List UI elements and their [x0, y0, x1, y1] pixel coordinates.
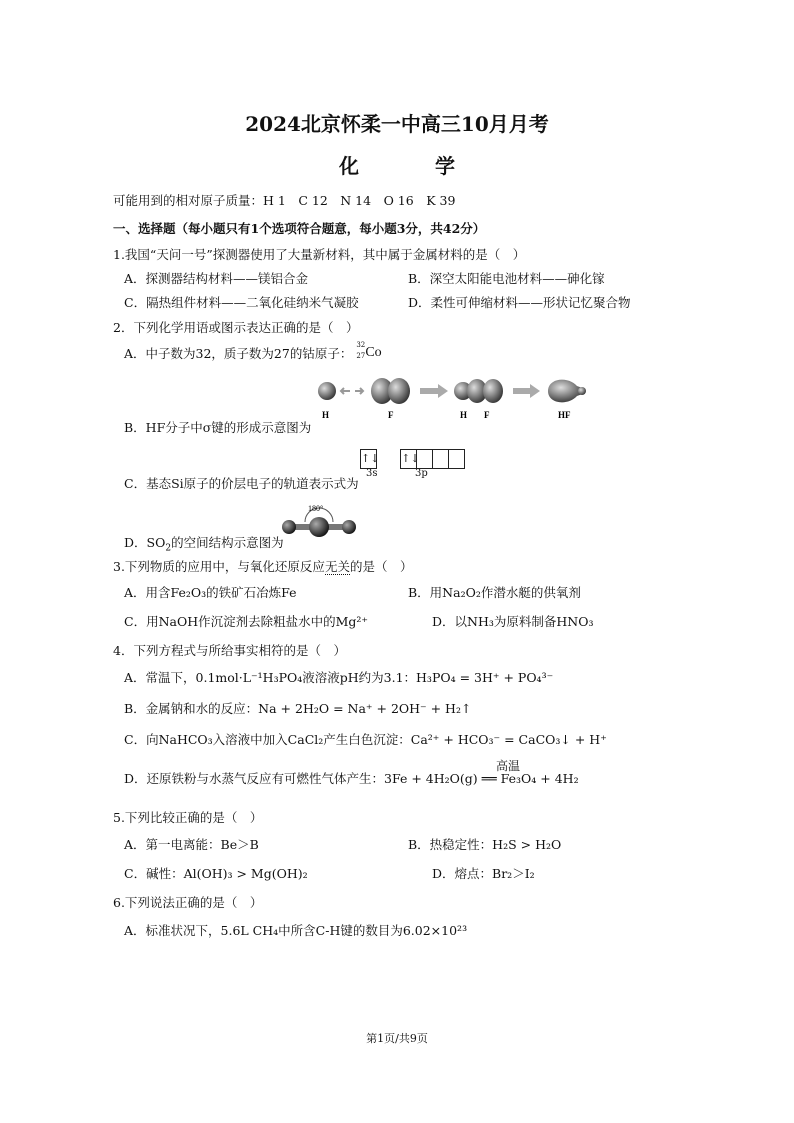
q1-stem: 1.我国“天问一号”探测器使用了大量新材料，其中属于金属材料的是（ ）	[113, 247, 526, 262]
q1-option-b: B．深空太阳能电池材料——砷化镓	[408, 271, 605, 286]
orbital-3s-label: 3s	[366, 468, 378, 479]
so2-structure-figure	[277, 500, 361, 542]
q4-option-c: C．向NaHCO₃入溶液中加入CaCl₂产生白色沉淀：Ca²⁺ + HCO₃⁻ = CaCO₃↓ + H⁺	[124, 732, 607, 747]
q2-stem: 2．下列化学用语或图示表达正确的是（ ）	[113, 320, 359, 335]
orbital-3p-box-4	[448, 449, 465, 469]
orbital-3p-label: 3p	[415, 468, 428, 479]
q5-option-d: D．熔点：Br₂＞I₂	[432, 866, 535, 881]
q3-option-d: D．以NH₃为原料制备HNO₃	[432, 614, 594, 629]
si-orbital-diagram	[360, 448, 464, 469]
sulfur-atom	[309, 517, 329, 537]
q4-option-d: D．还原铁粉与水蒸气反应有可燃性气体产生：3Fe + 4H₂O(g) ══ Fe₃O₄ + 4H₂	[124, 771, 579, 786]
f-p-orbital-lobe-2	[388, 378, 410, 404]
q2-option-b: B．HF分子中σ键的形成示意图为	[124, 420, 312, 435]
q2-d-post: 的空间结构示意图为	[171, 535, 284, 550]
atomic-masses: 可能用到的相对原子质量：H 1 C 12 N 14 O 16 K 39	[113, 193, 456, 208]
orbital-3p-box-3	[432, 449, 449, 469]
label-h-2: H	[460, 410, 468, 420]
q5-stem: 5.下列比较正确的是（ ）	[113, 810, 263, 825]
label-f: F	[388, 410, 394, 420]
q3-stem	[113, 557, 412, 575]
q2-d-pre: D．SO	[124, 535, 166, 550]
orbital-3p-box-2	[416, 449, 433, 469]
q3-stem-pre: 3.下列物质的应用中，与氧化还原反应	[113, 559, 325, 574]
q3-option-c: C．用NaOH作沉淀剂去除粗盐水中的Mg²⁺	[124, 614, 369, 629]
q3-stem-post: 的是（ ）	[349, 559, 413, 574]
co-mass-number: 32	[356, 340, 366, 349]
q2-option-c: C．基态Si原子的价层电子的轨道表示式为	[124, 476, 359, 491]
q5-option-b: B．热稳定性：H₂S > H₂O	[408, 837, 562, 852]
q1-option-d: D．柔性可伸缩材料——形状记忆聚合物	[408, 295, 631, 310]
q4-option-a: A．常温下，0.1mol·L⁻¹H₃PO₄液溶液pH约为3.1：H₃PO₄ = 3H⁺ + PO₄³⁻	[124, 670, 554, 685]
hf-sigma-bond-figure	[300, 372, 600, 424]
q2-option-a-text: A．中子数为32，质子数为27的钴原子：	[124, 346, 353, 361]
q3-option-a: A．用含Fe₂O₃的铁矿石冶炼Fe	[124, 585, 297, 600]
q3-option-b: B．用Na₂O₂作潜水艇的供氧剂	[408, 585, 581, 600]
orbital-3p-box-1: ↑↓	[400, 449, 417, 469]
reaction-arrow-2-head	[530, 384, 540, 398]
section-heading: 一、选择题（每小题只有1个选项符合题意，每小题3分，共42分）	[113, 221, 486, 236]
q5-option-c: C．碱性：Al(OH)₃ > Mg(OH)₂	[124, 866, 308, 881]
subject-title: 化 学	[339, 154, 483, 178]
approach-arrow-left	[341, 388, 350, 394]
oxygen-atom-left	[282, 520, 296, 534]
label-hf: HF	[558, 410, 571, 420]
co-atomic-number: 27	[356, 351, 366, 360]
hf-h-end	[578, 387, 586, 395]
q4-stem: 4．下列方程式与所给事实相符的是（ ）	[113, 643, 346, 658]
label-h: H	[322, 410, 330, 420]
oxygen-atom-right	[342, 520, 356, 534]
q3-stem-emphasis: 无关	[324, 559, 350, 574]
h-s-orbital	[318, 382, 336, 400]
co-symbol: Co	[365, 344, 382, 360]
q2-option-a	[124, 340, 386, 363]
page-title: 2024北京怀柔一中高三10月月考	[245, 112, 549, 136]
orbital-3s-box: ↑↓	[360, 449, 377, 469]
q6-option-a: A．标准状况下，5.6L CH₄中所含C-H键的数目为6.02×10²³	[124, 923, 468, 938]
page-footer: 第1页/共9页	[366, 1032, 428, 1045]
label-f-2: F	[484, 410, 490, 420]
q2-option-d: D．$SO_2$的空间结构示意图为	[124, 535, 284, 554]
q1-option-a: A．探测器结构材料——镁铝合金	[124, 271, 309, 286]
approach-arrow-right	[355, 388, 363, 394]
q6-stem: 6.下列说法正确的是（ ）	[113, 895, 263, 910]
cobalt-nuclide	[356, 340, 386, 363]
q4-option-b: B．金属钠和水的反应：Na + 2H₂O = Na⁺ + 2OH⁻ + H₂↑	[124, 701, 472, 716]
bond-angle-label: 180°	[308, 504, 324, 513]
q5-option-a: A．第一电离能：Be＞B	[124, 837, 259, 852]
q4-d-condition: 高温	[496, 759, 521, 773]
f-orbital-overlap-2	[483, 379, 503, 403]
reaction-arrow-1-head	[438, 384, 448, 398]
q1-option-c: C．隔热组件材料——二氧化硅纳米气凝胶	[124, 295, 359, 310]
